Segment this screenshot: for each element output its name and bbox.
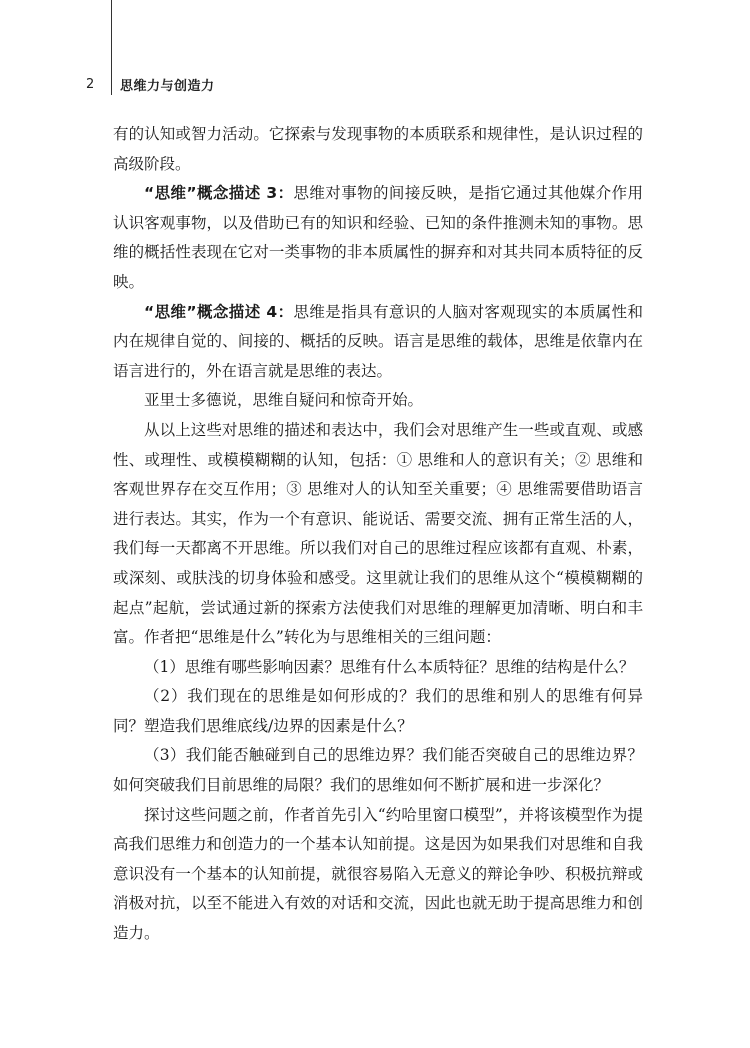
concept-label: “思维”概念描述 4：: [144, 302, 294, 321]
concept-label: “思维”概念描述 3：: [144, 184, 294, 203]
running-header: [86, 74, 215, 94]
running-title: 思维力与创造力: [120, 78, 215, 94]
paragraph-summary: 从以上这些对思维的描述和表达中，我们会对思维产生一些或直观、或感性、或理性、或模模糊糊的认知，包括：① 思维和人的意识有关；② 思维和客观世界存在交互作用；③ 思维对人的认知至关重要；④ 思维需要借助语言进行表达。其实，作为一个有意识、能说话、需要交流、拥有正常生活的人，我们每一天都离不开思维。所以我们对自己的思维过程应该都有直观、朴素，或深刻、或肤浅的切身体验和感受。这里就让我们的思维从这个“模模糊糊的起点”起航，尝试通过新的探索方法使我们对思维的理解更加清晰、明白和丰富。作者把“思维是什么”转化为与思维相关的三组问题：: [113, 420, 643, 647]
paragraph-concept-3: “思维”概念描述 3：思维对事物的间接反映，是指它通过其他媒介作用认识客观事物，以及借助已有的知识和经验、已知的条件推测未知的事物。思维的概括性表现在它对一类事物的非本质属性的摒弃和对其共同本质特征的反映。: [113, 184, 643, 291]
page-number: 2: [86, 76, 95, 92]
body-text: [113, 120, 643, 949]
paragraph-concept-4: “思维”概念描述 4：思维是指具有意识的人脑对客观现实的本质属性和内在规律自觉的、间接的、概括的反映。语言是思维的载体，思维是依靠内在语言进行的，外在语言就是思维的表达。: [113, 302, 643, 380]
paragraph-aristotle: 亚里士多德说，思维自疑问和惊奇开始。: [144, 391, 424, 410]
question-2: （2）我们现在的思维是如何形成的？我们的思维和别人的思维有何异同？塑造我们思维底线/边界的因素是什么？: [113, 687, 643, 735]
paragraph-johari: 探讨这些问题之前，作者首先引入“约哈里窗口模型”，并将该模型作为提高我们思维力和创造力的一个基本认知前提。这是因为如果我们对思维和自我意识没有一个基本的认知前提，就很容易陷入无意义的辩论争吵、积极抗辩或消极对抗，以至不能进入有效的对话和交流，因此也就无助于提高思维力和创造力。: [113, 805, 643, 943]
paragraph-continuation: 有的认知或智力活动。它探索与发现事物的本质联系和规律性，是认识过程的高级阶段。: [113, 125, 643, 173]
question-1: （1）思维有哪些影响因素？思维有什么本质特征？思维的结构是什么？: [144, 657, 635, 676]
question-3: （3）我们能否触碰到自己的思维边界？我们能否突破自己的思维边界？如何突破我们目前思维的局限？我们的思维如何不断扩展和进一步深化？: [113, 746, 643, 795]
